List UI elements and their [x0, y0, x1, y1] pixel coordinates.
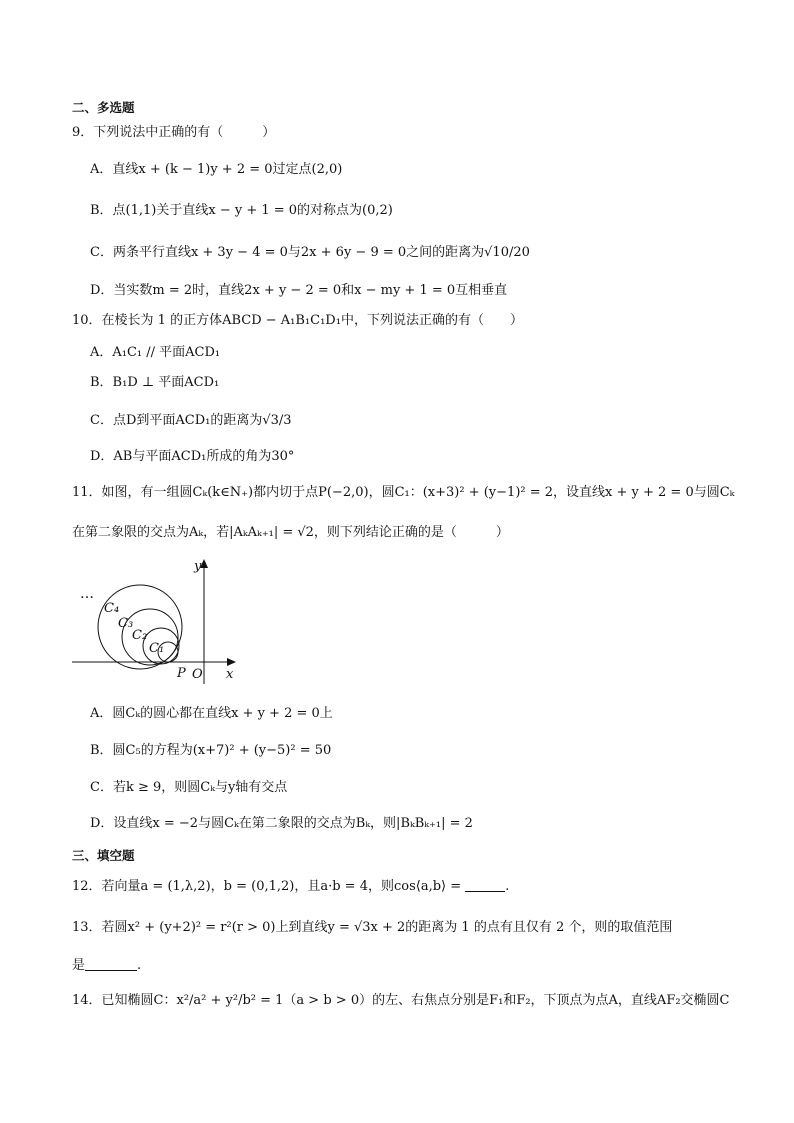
question-14: 14．已知椭圆C：x²/a² + y²/b² = 1（a > b > 0）的左、右焦点分别是F₁和F₂，下顶点为点A，直线AF₂交椭圆C: [72, 993, 730, 1008]
question-11-option-c: C．若k ≥ 9，则圆Cₖ与y轴有交点: [90, 780, 288, 795]
question-10-option-b: B．B₁D ⊥ 平面ACD₁: [90, 375, 220, 390]
section-title-multiple-choice: 二、多选题: [72, 100, 135, 115]
origin-label: O: [192, 667, 203, 682]
circle-label-c3: C₃: [118, 616, 134, 631]
circle-c4: [98, 585, 182, 669]
question-9-option-a: A．直线x + (k − 1)y + 2 = 0过定点(2,0): [90, 162, 343, 177]
question-12-end: .: [505, 879, 510, 894]
question-11-option-b: B．圆C₅的方程为(x+7)² + (y−5)² = 50: [90, 743, 332, 758]
question-13-end: .: [137, 958, 142, 973]
question-12: [72, 879, 509, 895]
question-9-option-b: B．点(1,1)关于直线x − y + 1 = 0的对称点为(0,2): [90, 203, 393, 218]
question-11-option-d: D．设直线x = −2与圆Cₖ在第二象限的交点为Bₖ，则|BₖBₖ₊₁| = 2: [90, 816, 473, 831]
question-13-answer-blank[interactable]: [85, 958, 137, 971]
circle-label-c4: C₄: [104, 601, 120, 616]
question-11-stem-line-2: 在第二象限的交点为Aₖ，若|AₖAₖ₊₁| = √2，则下列结论正确的是（ ）: [72, 525, 509, 540]
question-10-option-d: D．AB与平面ACD₁所成的角为30°: [90, 449, 295, 464]
question-12-text: 12．若向量a = (1,λ,2)，b = (0,1,2)，且a·b = 4，则cos⟨a,b⟩ =: [72, 879, 462, 894]
question-9-stem: 9．下列说法中正确的有（ ）: [72, 125, 276, 140]
y-axis-label: y: [194, 559, 202, 574]
question-10-stem: 10．在棱长为 1 的正方体ABCD − A₁B₁C₁D₁中，下列说法正确的有（ ）: [72, 313, 523, 328]
question-11-option-a: A．圆Cₖ的圆心都在直线x + y + 2 = 0上: [90, 706, 333, 721]
question-13-line-1: 13．若圆x² + (y+2)² = r²(r > 0)上到直线y = √3x + 2的距离为 1 的点有且仅有 2 个，则的取值范围: [72, 920, 673, 935]
question-10-option-c: C．点D到平面ACD₁的距离为√3/3: [90, 413, 292, 428]
nested-circles-figure: [70, 556, 240, 686]
section-title-fill-in: 三、填空题: [72, 848, 135, 863]
x-axis-label: x: [226, 667, 234, 682]
question-9-option-c: C．两条平行直线x + 3y − 4 = 0与2x + 6y − 9 = 0之间的距离为√10/20: [90, 245, 530, 260]
circle-label-c1: C₁: [149, 641, 165, 656]
question-10-option-a: A．A₁C₁ // 平面ACD₁: [90, 345, 221, 360]
question-13-line-2: [72, 958, 141, 974]
point-p-label: P: [177, 666, 186, 681]
question-12-answer-blank[interactable]: [465, 879, 505, 892]
ellipsis-label: …: [80, 586, 94, 602]
question-9-option-d: D．当实数m = 2时，直线2x + y − 2 = 0和x − my + 1 = 0互相垂直: [90, 283, 508, 298]
question-13-prefix: 是: [72, 958, 86, 973]
circle-label-c2: C₂: [132, 628, 148, 643]
x-axis-arrow-icon: [227, 658, 236, 666]
question-11-stem-line-1: 11．如图，有一组圆Cₖ(k∈N₊)都内切于点P(−2,0)，圆C₁：(x+3)² + (y−1)² = 2，设直线x + y + 2 = 0与圆Cₖ: [72, 485, 735, 500]
